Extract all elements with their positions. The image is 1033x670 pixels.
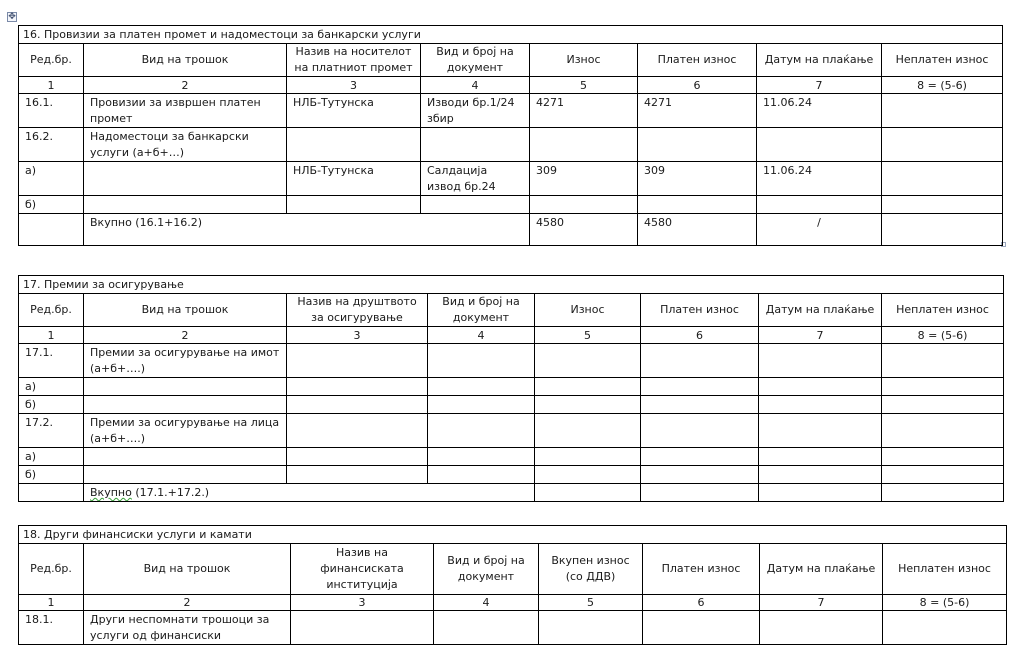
- table-cell[interactable]: Изводи бр.1/24 збир: [421, 94, 530, 128]
- table-cell[interactable]: Провизии за извршен платен промет: [84, 94, 287, 128]
- table-cell[interactable]: [643, 611, 760, 645]
- header-row-number: Ред.бр.: [19, 544, 84, 595]
- column-number: 2: [84, 327, 287, 344]
- table-cell[interactable]: [757, 128, 882, 162]
- table-cell[interactable]: [759, 414, 882, 448]
- table-cell[interactable]: Премии за осигурување на имот (а+б+….): [84, 344, 287, 378]
- table-cell[interactable]: НЛБ-Тутунска: [287, 94, 421, 128]
- column-number: 4: [428, 327, 535, 344]
- table-cell[interactable]: 11.06.24: [757, 94, 882, 128]
- column-number: 4: [421, 77, 530, 94]
- table-cell[interactable]: Салдациja извод бр.24: [421, 162, 530, 196]
- section-16-title: 16. Провизии за платен промет и надоместоци за банкарски услуги: [19, 26, 1003, 44]
- header-document: Вид и број на документ: [428, 294, 535, 327]
- table-cell[interactable]: 17.1.: [19, 344, 84, 378]
- table-cell[interactable]: [882, 466, 1004, 484]
- column-number: 2: [84, 77, 287, 94]
- header-unpaid-amount: Неплатен износ: [882, 44, 1003, 77]
- table-row: [19, 196, 1003, 214]
- table-cell[interactable]: [287, 448, 428, 466]
- table-cell[interactable]: [882, 94, 1003, 128]
- column-number: 5: [539, 595, 643, 611]
- column-number: 7: [757, 77, 882, 94]
- table-move-icon[interactable]: ✥: [8, 12, 16, 22]
- header-paid-amount: Платен износ: [638, 44, 757, 77]
- table-cell[interactable]: [759, 396, 882, 414]
- table-cell[interactable]: 4271: [638, 94, 757, 128]
- table-cell[interactable]: [882, 484, 1004, 502]
- table-row: [19, 611, 1007, 645]
- table-cell[interactable]: [535, 466, 641, 484]
- table-cell[interactable]: 16.2.: [19, 128, 84, 162]
- table-cell[interactable]: [535, 378, 641, 396]
- table-cell[interactable]: [535, 344, 641, 378]
- table-cell[interactable]: [759, 484, 882, 502]
- column-number: 8 = (5-6): [882, 77, 1003, 94]
- table-cell[interactable]: [530, 128, 638, 162]
- table-cell[interactable]: [287, 378, 428, 396]
- table-cell[interactable]: [638, 196, 757, 214]
- table-cell[interactable]: Надоместоци за банкарски услуги (а+б+…): [84, 128, 287, 162]
- table-cell[interactable]: [287, 414, 428, 448]
- table-cell[interactable]: [882, 196, 1003, 214]
- table-cell[interactable]: [535, 396, 641, 414]
- table-row: [19, 378, 1004, 396]
- table-cell[interactable]: [882, 128, 1003, 162]
- table-cell[interactable]: [434, 611, 539, 645]
- column-number: 3: [287, 327, 428, 344]
- table-cell[interactable]: [421, 196, 530, 214]
- total-label: Вкупно (16.1+16.2): [84, 214, 530, 246]
- table-cell[interactable]: [882, 162, 1003, 196]
- header-row-number: Ред.бр.: [19, 294, 84, 327]
- table-cell[interactable]: [757, 196, 882, 214]
- table-cell[interactable]: [641, 448, 759, 466]
- header-financial-institution: Назив на финансиската институција: [291, 544, 434, 595]
- table-row: [19, 94, 1003, 128]
- header-payment-date: Датум на плаќање: [757, 44, 882, 77]
- table-row: [19, 448, 1004, 466]
- table-row: [19, 128, 1003, 162]
- header-expense-type: Вид на трошок: [84, 544, 291, 595]
- table-cell[interactable]: [421, 128, 530, 162]
- total-paid[interactable]: 4580: [638, 214, 757, 246]
- table-cell[interactable]: [84, 162, 287, 196]
- column-number: 4: [434, 595, 539, 611]
- table-cell[interactable]: 18.1.: [19, 611, 84, 645]
- table-cell[interactable]: [84, 396, 287, 414]
- table-cell[interactable]: б): [19, 396, 84, 414]
- column-number: 1: [19, 327, 84, 344]
- table-cell[interactable]: [641, 378, 759, 396]
- header-document: Вид и број на документ: [421, 44, 530, 77]
- table-cell[interactable]: [539, 611, 643, 645]
- header-document: Вид и број на документ: [434, 544, 539, 595]
- table-cell[interactable]: [882, 414, 1004, 448]
- table-cell[interactable]: [882, 344, 1004, 378]
- table-cell[interactable]: [641, 344, 759, 378]
- table-row: [19, 466, 1004, 484]
- column-number: 6: [643, 595, 760, 611]
- header-total-amount-vat: Вкупен износ (со ДДВ): [539, 544, 643, 595]
- header-expense-type: Вид на трошок: [84, 44, 287, 77]
- total-label: [84, 484, 535, 502]
- table-cell[interactable]: [535, 448, 641, 466]
- table-cell[interactable]: [535, 414, 641, 448]
- table-cell[interactable]: [883, 611, 1007, 645]
- column-number: 3: [291, 595, 434, 611]
- table-cell[interactable]: [84, 448, 287, 466]
- column-number: 6: [638, 77, 757, 94]
- header-paid-amount: Платен износ: [641, 294, 759, 327]
- table-row: [19, 344, 1004, 378]
- table-cell[interactable]: [641, 414, 759, 448]
- table-cell[interactable]: 309: [530, 162, 638, 196]
- total-row: [19, 214, 1003, 246]
- table-cell[interactable]: [882, 378, 1004, 396]
- header-insurance-company: Назив на друштвото за осигурување: [287, 294, 428, 327]
- table-cell[interactable]: 4271: [530, 94, 638, 128]
- column-number: 7: [760, 595, 883, 611]
- column-number: 2: [84, 595, 291, 611]
- table-cell[interactable]: [84, 466, 287, 484]
- table-cell[interactable]: а): [19, 162, 84, 196]
- header-unpaid-amount: Неплатен износ: [882, 294, 1004, 327]
- table-cell[interactable]: а): [19, 448, 84, 466]
- table-section-16: [18, 25, 1003, 246]
- table-cell[interactable]: [428, 414, 535, 448]
- table-cell[interactable]: [428, 466, 535, 484]
- table-cell[interactable]: [760, 611, 883, 645]
- table-cell[interactable]: [287, 396, 428, 414]
- total-row: [19, 484, 1004, 502]
- header-amount: Износ: [530, 44, 638, 77]
- header-unpaid-amount: Неплатен износ: [883, 544, 1007, 595]
- table-cell[interactable]: [638, 128, 757, 162]
- table-cell[interactable]: [882, 448, 1004, 466]
- total-label-word: Вкупно: [90, 486, 132, 499]
- column-number: 5: [530, 77, 638, 94]
- table-cell[interactable]: б): [19, 466, 84, 484]
- section-17-title: 17. Премии за осигурување: [19, 276, 1004, 294]
- column-number: 1: [19, 595, 84, 611]
- table-cell[interactable]: [641, 396, 759, 414]
- table-cell[interactable]: [428, 344, 535, 378]
- table-cell[interactable]: [287, 466, 428, 484]
- column-number: 1: [19, 77, 84, 94]
- section-18-title: 18. Други финансиски услуги и камати: [19, 526, 1007, 544]
- table-cell[interactable]: [759, 466, 882, 484]
- table-cell[interactable]: [641, 466, 759, 484]
- table-cell[interactable]: [84, 196, 287, 214]
- table-cell[interactable]: НЛБ-Тутунска: [287, 162, 421, 196]
- total-label-formula: (17.1.+17.2.): [131, 486, 210, 499]
- table-cell[interactable]: [428, 378, 535, 396]
- table-cell[interactable]: [428, 396, 535, 414]
- header-payment-date: Датум на плаќање: [759, 294, 882, 327]
- table-cell[interactable]: [287, 128, 421, 162]
- table-cell[interactable]: [84, 378, 287, 396]
- column-number: 7: [759, 327, 882, 344]
- column-number: 3: [287, 77, 421, 94]
- table-cell[interactable]: 309: [638, 162, 757, 196]
- table-cell[interactable]: 17.2.: [19, 414, 84, 448]
- table-row: [19, 414, 1004, 448]
- table-section-18: [18, 525, 1007, 645]
- table-cell[interactable]: а): [19, 378, 84, 396]
- table-cell[interactable]: [535, 484, 641, 502]
- table-cell[interactable]: б): [19, 196, 84, 214]
- header-amount: Износ: [535, 294, 641, 327]
- column-number: 6: [641, 327, 759, 344]
- table-cell[interactable]: 11.06.24: [757, 162, 882, 196]
- table-cell[interactable]: [530, 196, 638, 214]
- table-cell[interactable]: [291, 611, 434, 645]
- header-paid-amount: Платен износ: [643, 544, 760, 595]
- header-row-number: Ред.бр.: [19, 44, 84, 77]
- table-cell[interactable]: [641, 484, 759, 502]
- table-cell[interactable]: [19, 214, 84, 246]
- table-cell[interactable]: [759, 344, 882, 378]
- table-cell[interactable]: 16.1.: [19, 94, 84, 128]
- table-cell[interactable]: [428, 448, 535, 466]
- table-cell[interactable]: [759, 378, 882, 396]
- table-section-17: [18, 275, 1004, 502]
- column-number: 5: [535, 327, 641, 344]
- column-number: 8 = (5-6): [883, 595, 1007, 611]
- header-payment-date: Датум на плаќање: [760, 544, 883, 595]
- header-expense-type: Вид на трошок: [84, 294, 287, 327]
- column-number: 8 = (5-6): [882, 327, 1004, 344]
- header-payment-carrier: Назив на носителот на платниот промет: [287, 44, 421, 77]
- table-cell[interactable]: [19, 484, 84, 502]
- table-cell[interactable]: [287, 344, 428, 378]
- table-cell[interactable]: Премии за осигурување на лица (а+б+….): [84, 414, 287, 448]
- table-row: [19, 162, 1003, 196]
- table-cell[interactable]: [759, 448, 882, 466]
- total-amount[interactable]: 4580: [530, 214, 638, 246]
- total-date[interactable]: /: [757, 214, 882, 246]
- table-row: [19, 396, 1004, 414]
- table-cell[interactable]: Други неспомнати трошоци за услуги од финансиски: [84, 611, 291, 645]
- table-cell[interactable]: [287, 196, 421, 214]
- total-unpaid[interactable]: [882, 214, 1003, 246]
- table-cell[interactable]: [882, 396, 1004, 414]
